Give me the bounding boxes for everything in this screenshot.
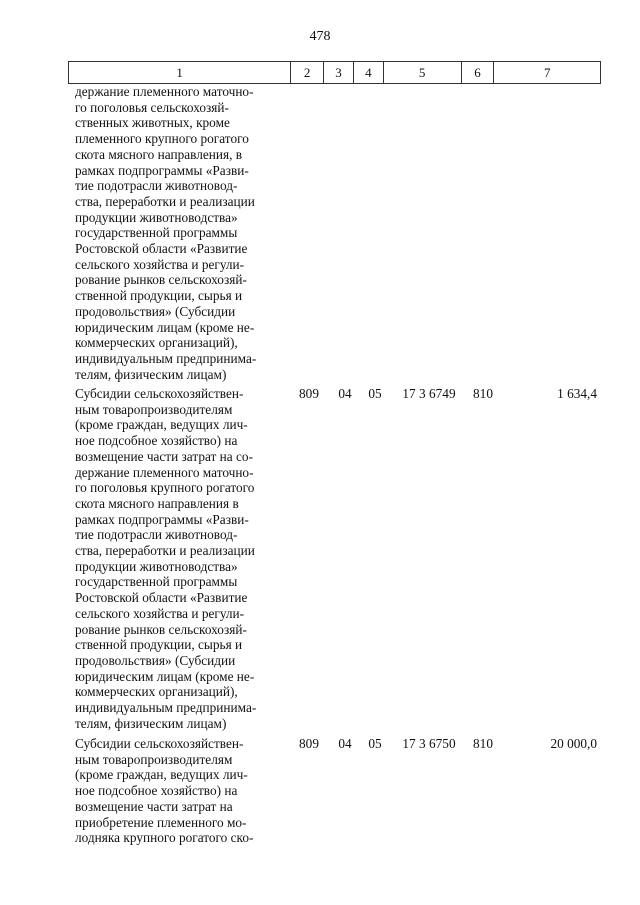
text-line: лодняка крупного рогатого ско-: [75, 830, 254, 846]
header-col-6: 6: [461, 62, 494, 83]
cell-section: 04: [338, 736, 352, 751]
text-line: возмещение части затрат на со-: [75, 448, 254, 464]
cell-subsection: 05: [368, 386, 382, 401]
text-line: ственной продукции, сырья и: [75, 288, 243, 304]
text-line: скота мясного направления в: [75, 495, 239, 511]
text-line: ным товаропроизводителям: [75, 751, 233, 767]
cell-section: 04: [338, 386, 352, 401]
text-line: продовольствия» (Субсидии: [75, 303, 236, 319]
cell-amount: 20 000,0: [550, 736, 597, 751]
page-number: 478: [309, 29, 331, 44]
cell-expense-type: 810: [473, 736, 493, 751]
text-line: сельского хозяйства и регули-: [75, 256, 245, 272]
text-line: Ростовской области «Развитие: [75, 241, 248, 257]
cell-target-article: 17 3 6749: [402, 386, 456, 401]
table-header: [68, 61, 601, 84]
text-line: государственной программы: [75, 225, 238, 241]
text-line: ственной продукции, сырья и: [75, 637, 243, 653]
row-description: [75, 386, 284, 731]
cell-ministry-code: 809: [299, 736, 319, 751]
text-line: юридическим лицам (кроме не-: [75, 668, 255, 684]
text-line: держание племенного маточно-: [75, 84, 254, 99]
cell-ministry-code: 809: [299, 386, 319, 401]
text-line: продукции животноводства»: [75, 209, 238, 225]
text-line: приобретение племенного мо-: [75, 814, 247, 830]
cell-amount: 1 634,4: [557, 386, 597, 401]
text-line: возмещение части затрат на: [75, 798, 233, 814]
text-line: ства, переработки и реализации: [75, 193, 255, 209]
text-line: рамках подпрограммы «Разви-: [75, 162, 249, 178]
text-line: ства, переработки и реализации: [75, 543, 255, 559]
header-col-2: 2: [290, 62, 323, 83]
text-line: коммерческих организаций),: [75, 684, 238, 700]
header-col-7: 7: [493, 62, 600, 83]
text-line: продукции животноводства»: [75, 558, 238, 574]
text-line: индивидуальным предпринима-: [75, 350, 257, 366]
text-line: ное подсобное хозяйство) на: [75, 433, 238, 449]
text-line: сельского хозяйства и регули-: [75, 605, 245, 621]
text-line: телям, физическим лицам): [75, 715, 227, 731]
text-line: (кроме граждан, ведущих лич-: [75, 417, 248, 433]
header-col-1: 1: [176, 65, 183, 80]
header-col-3: 3: [323, 62, 353, 83]
cell-subsection: 05: [368, 736, 382, 751]
row-description: [75, 736, 284, 846]
text-line: Субсидии сельскохозяйствен-: [75, 736, 244, 751]
row-description: [75, 84, 284, 382]
text-line: юридическим лицам (кроме не-: [75, 319, 255, 335]
text-line: рование рынков сельскохозяй-: [75, 272, 247, 288]
text-line: ное подсобное хозяйство) на: [75, 783, 238, 799]
text-line: рамках подпрограммы «Разви-: [75, 511, 249, 527]
text-line: Ростовской области «Развитие: [75, 590, 248, 606]
text-line: скота мясного направления, в: [75, 146, 243, 162]
text-line: го поголовья крупного рогатого: [75, 480, 255, 496]
text-line: ственных животных, кроме: [75, 115, 230, 131]
text-line: тие подотрасли животновод-: [75, 178, 238, 194]
text-line: ным товаропроизводителям: [75, 401, 233, 417]
text-line: продовольствия» (Субсидии: [75, 652, 236, 668]
text-line: (кроме граждан, ведущих лич-: [75, 767, 248, 783]
header-col-5: 5: [383, 62, 461, 83]
text-line: племенного крупного рогатого: [75, 131, 249, 147]
text-line: держание племенного маточно-: [75, 464, 254, 480]
text-line: го поголовья сельскохозяй-: [75, 99, 229, 115]
text-line: Субсидии сельскохозяйствен-: [75, 386, 244, 401]
text-line: тие подотрасли животновод-: [75, 527, 238, 543]
text-line: коммерческих организаций),: [75, 335, 238, 351]
cell-expense-type: 810: [473, 386, 493, 401]
text-line: индивидуальным предпринима-: [75, 700, 257, 716]
cell-target-article: 17 3 6750: [402, 736, 456, 751]
header-col-4: 4: [353, 62, 383, 83]
text-line: государственной программы: [75, 574, 238, 590]
text-line: телям, физическим лицам): [75, 366, 227, 382]
text-line: рование рынков сельскохозяй-: [75, 621, 247, 637]
